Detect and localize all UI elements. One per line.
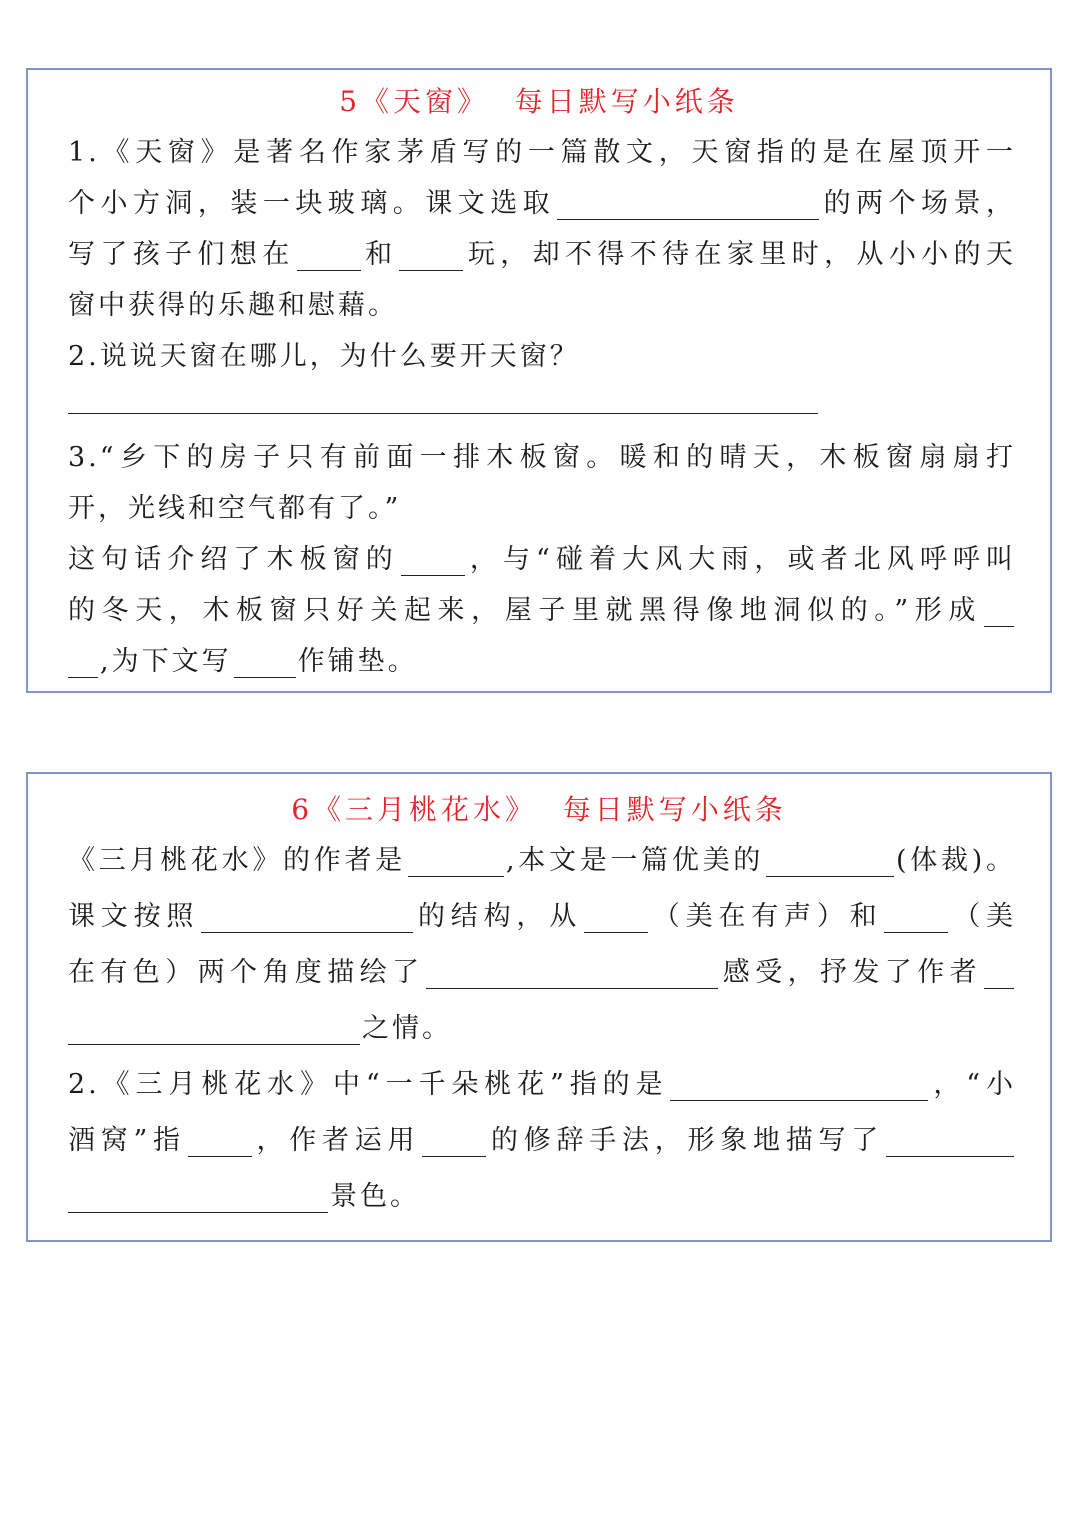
text-segment: 之情。	[362, 1013, 452, 1044]
text-segment: (体裁)。	[896, 845, 1016, 876]
fill-blank[interactable]	[422, 1128, 486, 1157]
text-segment: ,本文是一篇优美的	[505, 845, 765, 876]
text-line	[68, 1174, 1016, 1213]
text-line	[68, 181, 1016, 220]
text-line: 1.《天窗》是著名作家茅盾写的一篇散文，天窗指的是在屋顶开一	[68, 137, 1016, 168]
text-segment: ，“小	[930, 1069, 1016, 1100]
text-line	[68, 1118, 1016, 1157]
text-line: 开，光线和空气都有了。”	[68, 493, 402, 524]
text-line	[68, 639, 1016, 678]
fill-blank[interactable]	[234, 649, 296, 678]
text-segment: 景色。	[330, 1181, 420, 1212]
text-segment: 玩，却不得不待在家里时，从小小的天	[465, 239, 1016, 270]
fill-blank[interactable]	[984, 960, 1014, 989]
text-line: 2.说说天窗在哪儿，为什么要开天窗？	[68, 341, 580, 372]
card-title: 5《天窗》 每日默写小纸条	[339, 85, 739, 118]
text-segment: 酒窝”指	[68, 1125, 186, 1156]
text-line	[68, 838, 1016, 877]
text-segment: ，作者运用	[253, 1125, 421, 1156]
text-segment: 个小方洞，装一块玻璃。课文选取	[68, 188, 556, 219]
text-segment: 作铺垫。	[297, 646, 418, 677]
text-segment: 和	[362, 239, 398, 270]
text-segment: 的结构，从	[415, 901, 583, 932]
fill-blank[interactable]	[408, 848, 504, 877]
text-line	[68, 588, 1016, 627]
text-segment: 2.《三月桃花水》中“一千朵桃花”指的是	[68, 1069, 669, 1100]
fill-blank[interactable]	[766, 848, 894, 877]
note-card-tianchuang	[26, 68, 1052, 693]
fill-blank[interactable]	[68, 1016, 360, 1045]
text-segment: 感受，抒发了作者	[720, 957, 983, 988]
text-segment: 在有色）两个角度描绘了	[68, 957, 425, 988]
text-segment: 课文按照	[68, 901, 200, 932]
text-segment: 的修辞手法，形象地描写了	[488, 1125, 884, 1156]
text-line: 3.“乡下的房子只有前面一排木板窗。暖和的晴天，木板窗扇扇打	[68, 442, 1016, 473]
fill-blank[interactable]	[670, 1072, 928, 1101]
text-line	[68, 1006, 1016, 1045]
fill-blank[interactable]	[984, 598, 1014, 627]
fill-blank[interactable]	[201, 904, 413, 933]
text-line: 窗中获得的乐趣和慰藉。	[68, 290, 398, 321]
text-line	[68, 1062, 1016, 1101]
fill-blank[interactable]	[584, 904, 648, 933]
text-segment: ，与“碰着大风大雨，或者北风呼呼叫	[466, 544, 1016, 575]
fill-blank[interactable]	[68, 649, 98, 678]
text-line	[68, 232, 1016, 271]
fill-blank[interactable]	[426, 960, 718, 989]
fill-blank[interactable]	[68, 1184, 328, 1213]
card-title: 6《三月桃花水》 每日默写小纸条	[291, 793, 787, 826]
fill-blank[interactable]	[884, 904, 948, 933]
text-segment: （美在有声）和	[650, 901, 883, 932]
fill-blank[interactable]	[188, 1128, 252, 1157]
text-segment: 《三月桃花水》的作者是	[68, 845, 406, 876]
fill-blank[interactable]	[297, 242, 361, 271]
text-segment: 的两个场景，	[821, 188, 1016, 219]
fill-blank[interactable]	[399, 242, 463, 271]
fill-blank[interactable]	[886, 1128, 1014, 1157]
note-card-sanyue-taohuashui	[26, 772, 1052, 1242]
text-segment: 的冬天，木板窗只好关起来，屋子里就黑得像地洞似的。”形成	[68, 595, 982, 626]
fill-blank[interactable]	[401, 547, 465, 576]
fill-blank[interactable]	[557, 191, 819, 220]
text-segment: 这句话介绍了木板窗的	[68, 544, 399, 575]
text-line	[68, 950, 1016, 989]
text-segment: （美	[950, 901, 1016, 932]
text-line	[68, 894, 1016, 933]
text-segment: 写了孩子们想在	[68, 239, 295, 270]
text-line	[68, 537, 1016, 576]
text-segment: ,为下文写	[100, 646, 232, 677]
answer-line[interactable]	[68, 413, 818, 414]
